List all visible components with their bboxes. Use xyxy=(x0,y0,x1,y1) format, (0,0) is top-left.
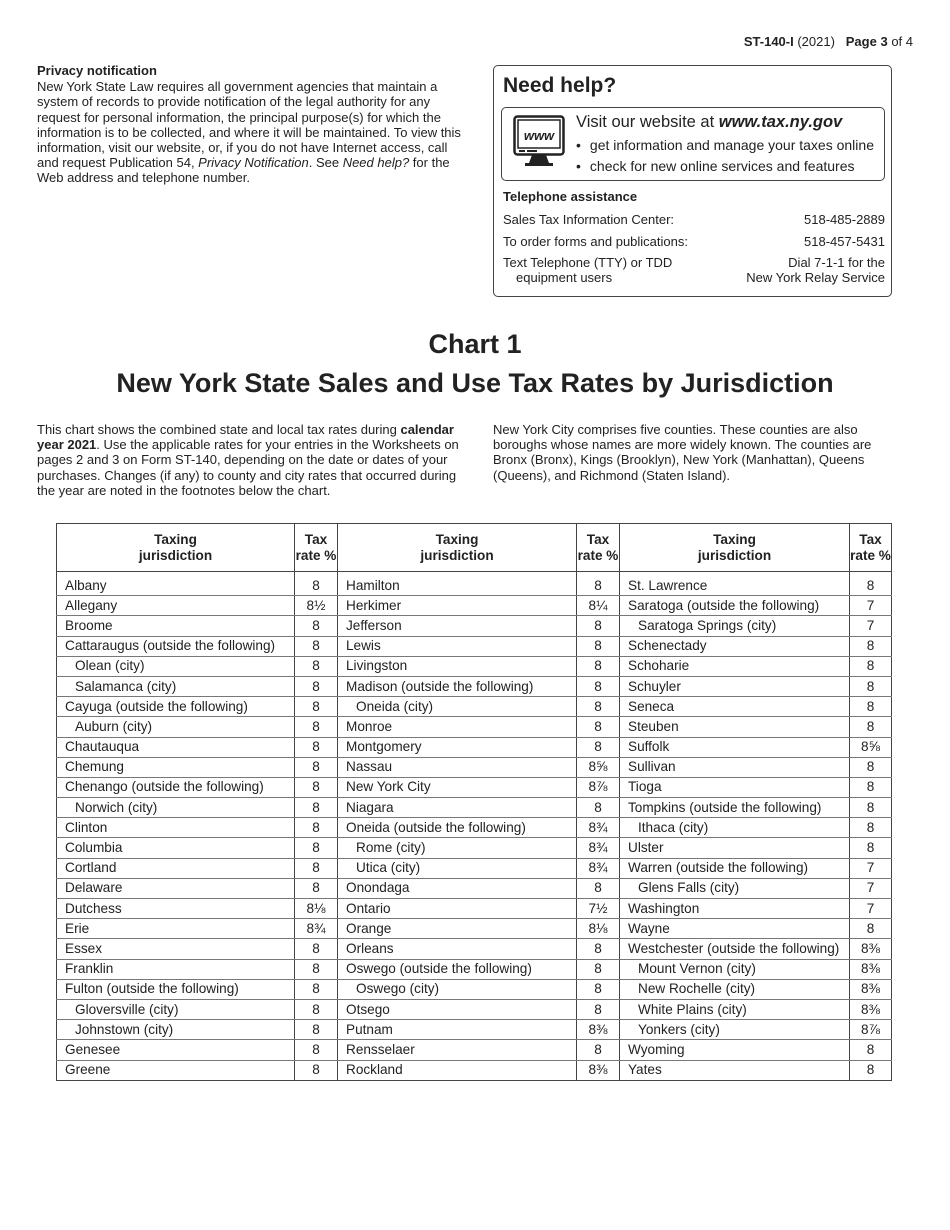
table-row xyxy=(57,717,892,737)
jurisdiction-cell: New Rochelle (city) xyxy=(620,979,850,999)
tax-rate-cell: 8 xyxy=(295,1060,338,1080)
tax-rate-cell: 8⅜ xyxy=(850,959,892,979)
jurisdiction-cell: Norwich (city) xyxy=(57,798,295,818)
header-text: jurisdiction xyxy=(138,547,213,563)
table-row xyxy=(57,999,892,1019)
jurisdiction-cell: Washington xyxy=(620,899,850,919)
tax-rate-cell: 8⅜ xyxy=(850,999,892,1019)
tax-rate-cell: 8 xyxy=(295,636,338,656)
privacy-text xyxy=(37,79,462,185)
jurisdiction-cell: Dutchess xyxy=(57,899,295,919)
jurisdiction-cell: Schenectady xyxy=(620,636,850,656)
jurisdiction-cell: Auburn (city) xyxy=(57,717,295,737)
jurisdiction-cell: Warren (outside the following) xyxy=(620,858,850,878)
table-row xyxy=(57,636,892,656)
tax-rate-cell: 8 xyxy=(295,576,338,596)
tax-rate-cell: 8 xyxy=(577,979,620,999)
tax-rate-cell: 8¾ xyxy=(577,818,620,838)
header-text: jurisdiction xyxy=(697,547,772,563)
computer-monitor-icon xyxy=(513,115,565,169)
tax-rate-cell: 7 xyxy=(850,616,892,636)
jurisdiction-cell: Clinton xyxy=(57,818,295,838)
table-row xyxy=(57,676,892,696)
jurisdiction-cell: Schuyler xyxy=(620,676,850,696)
table-row xyxy=(57,959,892,979)
tax-rate-cell: 8 xyxy=(850,697,892,717)
jurisdiction-cell: Chenango (outside the following) xyxy=(57,777,295,797)
jurisdiction-cell: Utica (city) xyxy=(338,858,577,878)
tax-rate-cell: 8⅛ xyxy=(295,899,338,919)
tax-rate-cell: 8 xyxy=(850,798,892,818)
jurisdiction-cell: Tioga xyxy=(620,777,850,797)
tax-rate-cell: 8 xyxy=(577,676,620,696)
page-number: Page 3 xyxy=(845,34,888,49)
tax-rate-cell: 8 xyxy=(850,818,892,838)
table-row xyxy=(57,979,892,999)
jurisdiction-cell: Oswego (city) xyxy=(338,979,577,999)
table-row xyxy=(57,596,892,616)
tax-rate-cell: 8 xyxy=(577,959,620,979)
jurisdiction-cell: Delaware xyxy=(57,878,295,898)
jurisdiction-cell: Saratoga Springs (city) xyxy=(620,616,850,636)
privacy-title: Privacy notification xyxy=(37,63,157,78)
table-row xyxy=(57,737,892,757)
jurisdiction-cell: Nassau xyxy=(338,757,577,777)
column-header-rate xyxy=(850,524,892,572)
header-text: Taxing xyxy=(713,531,756,547)
header-text: rate % xyxy=(850,547,891,563)
column-header-jurisdiction xyxy=(620,524,850,572)
phone-row xyxy=(503,213,885,228)
jurisdiction-cell: Albany xyxy=(57,576,295,596)
jurisdiction-cell: Chemung xyxy=(57,757,295,777)
column-header-jurisdiction xyxy=(338,524,577,572)
tty-value: Dial 7-1-1 for the xyxy=(788,255,885,270)
table-row xyxy=(57,777,892,797)
tax-rate-cell: 8 xyxy=(295,878,338,898)
tax-rate-cell: 8½ xyxy=(295,596,338,616)
tax-rate-cell: 7 xyxy=(850,596,892,616)
tax-rate-cell: 8 xyxy=(577,656,620,676)
jurisdiction-cell: Greene xyxy=(65,1062,111,1078)
chart-subtitle: New York State Sales and Use Tax Rates by Jurisdiction xyxy=(116,368,834,398)
jurisdiction-cell: Ithaca (city) xyxy=(620,818,850,838)
tax-rate-cell: 8⅞ xyxy=(577,777,620,797)
header-text: Tax xyxy=(304,531,328,547)
jurisdiction-cell: Salamanca (city) xyxy=(57,676,295,696)
jurisdiction-cell: Schoharie xyxy=(620,656,850,676)
tax-rate-cell: 7 xyxy=(850,878,892,898)
chart-title: Chart 1 xyxy=(428,329,522,359)
telephone-title: Telephone assistance xyxy=(503,189,638,204)
jurisdiction-cell: Westchester (outside the following) xyxy=(620,939,850,959)
phone-row xyxy=(503,235,885,250)
tax-rate-cell: 8¾ xyxy=(295,919,338,939)
website-box xyxy=(501,107,885,181)
tax-rate-cell: 8¼ xyxy=(577,596,620,616)
tax-rate-cell: 8 xyxy=(295,999,338,1019)
table-row xyxy=(57,798,892,818)
tax-rate-cell: 8⅜ xyxy=(577,1020,620,1040)
jurisdiction-cell: New York City xyxy=(338,777,577,797)
tty-label: Text Telephone (TTY) or TDD xyxy=(503,255,673,270)
tax-rate-cell: 8 xyxy=(850,636,892,656)
jurisdiction-cell: Yonkers (city) xyxy=(620,1020,850,1040)
jurisdiction-cell: Niagara xyxy=(338,798,577,818)
tax-rate-cell: 8 xyxy=(295,979,338,999)
tax-rate-cell: 8 xyxy=(850,1040,892,1060)
tax-rate-cell: 8⅛ xyxy=(577,919,620,939)
intro-text: This chart shows the combined state and local tax rates during xyxy=(37,422,401,437)
website-bullet: • check for new online services and features xyxy=(576,156,874,177)
jurisdiction-cell: Livingston xyxy=(338,656,577,676)
table-header-row xyxy=(57,524,892,572)
tax-rate-cell: 8 xyxy=(295,676,338,696)
intro-right-paragraph: New York City comprises five counties. These counties are also boroughs whose names are more widely known. The counties are Bronx (Bronx), Kings (Brooklyn), New York (Manhattan), Queens (Queens), and Richmond (Staten Island). xyxy=(493,422,872,483)
tax-rate-cell: 8 xyxy=(850,717,892,737)
intro-left-paragraph xyxy=(37,422,462,498)
jurisdiction-cell: Franklin xyxy=(57,959,295,979)
column-header-jurisdiction xyxy=(57,524,295,572)
jurisdiction-cell: Genesee xyxy=(57,1040,295,1060)
tax-rates-table xyxy=(56,523,892,1081)
need-help-title: Need help? xyxy=(503,74,617,97)
tax-rate-cell: 8 xyxy=(577,636,620,656)
privacy-text-part: . See xyxy=(308,155,343,171)
jurisdiction-cell: Yates xyxy=(620,1060,850,1080)
jurisdiction-cell: Orange xyxy=(338,919,577,939)
tax-rate-cell: 8 xyxy=(577,939,620,959)
privacy-need-help-ref: Need help? xyxy=(342,155,410,171)
jurisdiction-cell: Wayne xyxy=(620,919,850,939)
jurisdiction-cell: Rensselaer xyxy=(338,1040,577,1060)
tax-rate-cell: 8 xyxy=(295,939,338,959)
jurisdiction-cell: Cortland xyxy=(57,858,295,878)
tax-rate-cell: 8 xyxy=(577,697,620,717)
jurisdiction-cell: Johnstown (city) xyxy=(57,1020,295,1040)
privacy-publication-name: Privacy Notification xyxy=(198,155,309,171)
header-text: Taxing xyxy=(435,531,479,547)
table-row xyxy=(57,818,892,838)
tax-rate-cell: 8¾ xyxy=(577,858,620,878)
tax-rate-cell: 8⅞ xyxy=(850,1020,892,1040)
table-row xyxy=(57,939,892,959)
intro-bold: calendar year 2021 xyxy=(37,422,454,453)
jurisdiction-cell: Oneida (outside the following) xyxy=(338,818,577,838)
jurisdiction-cell: Cayuga (outside the following) xyxy=(57,697,295,717)
tax-rate-cell: 8⅜ xyxy=(577,1060,620,1080)
phone-number xyxy=(746,256,885,285)
tax-rate-cell: 8 xyxy=(295,697,338,717)
jurisdiction-cell: Allegany xyxy=(57,596,295,616)
tax-rate-cell: 8⅝ xyxy=(850,737,892,757)
table-row xyxy=(57,1020,892,1040)
jurisdiction-cell: Columbia xyxy=(57,838,295,858)
privacy-notification xyxy=(37,63,462,186)
jurisdiction-cell: Mount Vernon (city) xyxy=(620,959,850,979)
jurisdiction-cell: St. Lawrence xyxy=(620,576,850,596)
tax-rate-cell: 8⅝ xyxy=(577,757,620,777)
header-text: jurisdiction xyxy=(420,547,494,563)
jurisdiction-cell: Glens Falls (city) xyxy=(620,878,850,898)
phone-label xyxy=(503,256,672,285)
phone-label: To order forms and publications: xyxy=(503,233,688,249)
jurisdiction-cell: Herkimer xyxy=(338,596,577,616)
tax-rate-cell: 8 xyxy=(577,878,620,898)
jurisdiction-cell: Putnam xyxy=(338,1020,577,1040)
privacy-text-part: for the Web address and telephone number. xyxy=(37,155,450,186)
header-text: Tax xyxy=(586,531,610,547)
tax-rate-cell: 8 xyxy=(295,858,338,878)
jurisdiction-cell: Ontario xyxy=(338,899,577,919)
phone-label: Sales Tax Information Center: xyxy=(503,212,675,227)
table-row xyxy=(57,576,892,596)
jurisdiction-cell: Broome xyxy=(57,616,295,636)
jurisdiction-cell: Montgomery xyxy=(338,737,577,757)
table-row xyxy=(57,656,892,676)
table-row xyxy=(57,838,892,858)
table-row xyxy=(57,878,892,898)
need-help-box xyxy=(493,65,892,297)
table-row xyxy=(57,919,892,939)
tax-rate-cell: 8 xyxy=(577,737,620,757)
page-total: of 4 xyxy=(891,34,913,49)
privacy-text-part: New York State Law requires all government agencies that maintain a system of records to provide notification of the legal authority for any request for personal information, the principal purpose(s) for which the information is to be collected, and where it will be maintained. To view this information, visit our website, or, if you do not have Internet access, call and request Publication 54, xyxy=(37,79,461,171)
tax-rate-cell: 8 xyxy=(295,737,338,757)
column-header-rate xyxy=(577,524,620,572)
tax-rate-cell: 8 xyxy=(577,999,620,1019)
tax-rate-cell: 7 xyxy=(850,858,892,878)
jurisdiction-cell: Fulton (outside the following) xyxy=(57,979,295,999)
tax-rate-cell: 8 xyxy=(295,777,338,797)
jurisdiction-cell: Hamilton xyxy=(338,576,577,596)
form-year: (2021) xyxy=(797,34,835,49)
tax-rate-cell: 8 xyxy=(850,656,892,676)
jurisdiction-cell: Chautauqua xyxy=(57,737,295,757)
table-row xyxy=(57,697,892,717)
phone-number: 518-485-2889 xyxy=(804,212,885,227)
phone-row xyxy=(503,256,885,285)
jurisdiction-cell: White Plains (city) xyxy=(620,999,850,1019)
jurisdiction-cell: Olean (city) xyxy=(57,656,295,676)
jurisdiction-cell: Madison (outside the following) xyxy=(338,676,577,696)
jurisdiction-cell: Monroe xyxy=(338,717,577,737)
jurisdiction-cell: Seneca xyxy=(620,697,850,717)
tax-rate-cell: 8 xyxy=(577,798,620,818)
tty-label-2: equipment users xyxy=(516,269,613,285)
telephone-assistance xyxy=(503,189,885,292)
form-number: ST-140-I xyxy=(743,34,794,49)
tax-rate-cell: 8 xyxy=(295,1020,338,1040)
tax-rate-cell: 8 xyxy=(850,576,892,596)
table-row xyxy=(57,1040,892,1060)
jurisdiction-cell: Cattaraugus (outside the following) xyxy=(57,636,295,656)
tax-rate-cell: 8 xyxy=(295,1040,338,1060)
website-prefix: Visit our website at xyxy=(576,113,719,131)
tax-rate-cell: 8 xyxy=(850,919,892,939)
tax-rate-cell: 8 xyxy=(577,717,620,737)
header-text: Tax xyxy=(859,531,882,547)
jurisdiction-cell: Lewis xyxy=(338,636,577,656)
jurisdiction-cell: Orleans xyxy=(338,939,577,959)
header-text: rate % xyxy=(577,547,619,563)
header-text: rate % xyxy=(295,547,337,563)
table-row xyxy=(57,616,892,636)
tax-rate-cell: 7½ xyxy=(577,899,620,919)
website-link[interactable]: www.tax.ny.gov xyxy=(718,113,843,131)
tax-rate-cell: 8 xyxy=(295,838,338,858)
tax-rate-cell: 8 xyxy=(295,757,338,777)
website-line xyxy=(576,113,842,132)
table-row xyxy=(57,899,892,919)
website-bullets xyxy=(576,135,874,176)
jurisdiction-cell: Erie xyxy=(57,919,295,939)
jurisdiction-cell: Otsego xyxy=(338,999,577,1019)
jurisdiction-cell: Suffolk xyxy=(620,737,850,757)
tax-rate-cell: 8 xyxy=(850,777,892,797)
tax-rate-cell: 8 xyxy=(850,838,892,858)
jurisdiction-cell: Onondaga xyxy=(338,878,577,898)
tax-rate-cell: 8 xyxy=(577,616,620,636)
tax-rate-cell: 8⅜ xyxy=(850,939,892,959)
jurisdiction-cell: Sullivan xyxy=(620,757,850,777)
jurisdiction-cell: Ulster xyxy=(620,838,850,858)
table-row xyxy=(57,1060,892,1080)
column-header-rate xyxy=(295,524,338,572)
tax-rate-cell: 8¾ xyxy=(577,838,620,858)
jurisdiction-cell: Jefferson xyxy=(338,616,577,636)
tty-value-2: New York Relay Service xyxy=(746,269,885,285)
website-bullet: • get information and manage your taxes online xyxy=(576,135,874,156)
tax-rate-cell: 7 xyxy=(850,899,892,919)
tax-rate-cell: 8 xyxy=(295,656,338,676)
tax-rate-cell: 8 xyxy=(850,1060,892,1080)
table-row xyxy=(57,858,892,878)
jurisdiction-cell: Oneida (city) xyxy=(338,697,577,717)
tax-rate-cell: 8 xyxy=(577,1040,620,1060)
tax-rate-cell: 8 xyxy=(295,959,338,979)
jurisdiction-cell: Tompkins (outside the following) xyxy=(620,798,850,818)
tax-rate-cell: 8 xyxy=(577,576,620,596)
tax-rate-cell: 8⅜ xyxy=(850,979,892,999)
jurisdiction-cell: Steuben xyxy=(620,717,850,737)
page-header xyxy=(744,34,913,49)
jurisdiction-cell: Gloversville (city) xyxy=(57,999,295,1019)
tax-rate-cell: 8 xyxy=(295,818,338,838)
jurisdiction-cell: Saratoga (outside the following) xyxy=(620,596,850,616)
header-text: Taxing xyxy=(154,531,197,547)
table-body xyxy=(57,572,892,1081)
tax-rate-cell: 8 xyxy=(295,798,338,818)
phone-number: 518-457-5431 xyxy=(804,233,885,249)
tax-rate-cell: 8 xyxy=(850,676,892,696)
tax-rate-cell: 8 xyxy=(295,616,338,636)
table-row xyxy=(57,757,892,777)
www-label: www xyxy=(523,128,555,143)
tax-rate-cell: 8 xyxy=(850,757,892,777)
jurisdiction-cell: Wyoming xyxy=(620,1040,850,1060)
jurisdiction-cell: Oswego (outside the following) xyxy=(338,959,577,979)
tax-rate-cell: 8 xyxy=(295,717,338,737)
jurisdiction-cell: Essex xyxy=(57,939,295,959)
intro-text: . Use the applicable rates for your entries in the Worksheets on pages 2 and 3 on Form ST-140, depending on the date or dates of your purchases. Changes (if any) to county and city rates that occurred during the year are noted in the footnotes below the chart. xyxy=(37,437,459,498)
jurisdiction-cell: Rome (city) xyxy=(338,838,577,858)
jurisdiction-cell: Rockland xyxy=(338,1060,577,1080)
